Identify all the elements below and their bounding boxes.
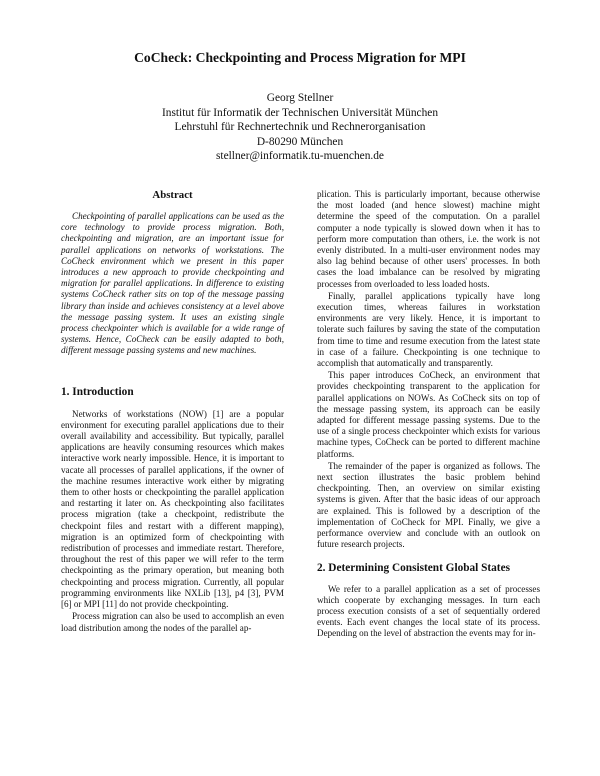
intro-paragraph-4: This paper introduces CoCheck, an environment that provides checkpointing transparent to the application for parallel applications on NOWs. As CoCheck sits on top of the message passing system, its approach can be easily adapted for different message passing systems. Due to the use of a single process checkpointer which exists for various machine types, CoCheck can be ported to different machine platforms. [317,370,540,459]
affiliation-institute: Institut für Informatik der Technischen Universität München [161,106,439,119]
abstract-heading: Abstract [152,189,193,201]
left-column [61,189,284,635]
affiliation-address: D-80290 München [256,135,344,148]
intro-paragraph-5: The remainder of the paper is organized as follows. The next section illustrates the basic problem behind checkpointing. Then, an overview on similar existing systems is given. After that the basic ideas of our approach are explained. This is followed by a description of the implementation of CoCheck for MPI. Finally, we give a performance overview and conclude with an outlook on future research projects. [317,460,540,550]
intro-paragraph-1: Networks of workstations (NOW) [1] are a popular environment for executing parallel applications due to their overall availability and accessibility. But typically, parallel applications are heavily consuming resources which makes interactive work nearly impossible. Hence, it is important to vacate all processes of parallel applications, if the owner of the machine resumes interactive work either by migrating them to other hosts or checkpointing the parallel application and restarting it later on. As checkpointing also facilitates process migration (take a checkpoint, redistribute the checkpoint files and restart with a different mapping), migration is an optimized form of checkpointing with redistribution of processes and immediate restart. Therefore, throughout the rest of this paper we will refer to the term checkpointing as the primary operation, but meaning both checkpointing and process migration. Currently, all popular programming environments like NXLib [13], p4 [3], PVM [6] or MPI [11] do not provide checkpointing. [61,408,284,610]
abstract-text: Checkpointing of parallel applications can be used as the core technology to provide process migration. Both, checkpointing and migration, are an important issue for parallel applications on networks of workstations. The CoCheck environment which we present in this paper introduces a new approach to provide checkpointing and migration for parallel applications. In difference to existing systems CoCheck rather sits on top of the message passing library than inside and achieves consistency at a level above the message passing system. It uses an existing single process checkpointer which is available for a wide range of systems. Hence, CoCheck can be easily adapted to both, different message passing systems and new machines. [61,211,284,356]
section2-heading: 2. Determining Consistent Global States [317,561,510,574]
author-block [0,91,600,164]
author-email: stellner@informatik.tu-muenchen.de [215,150,384,163]
intro-paragraph-2: Process migration can also be used to accomplish an even load distribution among the nodes of the parallel ap- [61,611,284,633]
introduction-heading: 1. Introduction [61,385,134,398]
intro-paragraph-3: Finally, parallel applications typically have long execution times, whereas failures in workstation environments are very likely. Hence, it is important to tolerate such failures by saving the state of the computation from time to time and resume execution from the latest state in case of a failure. Checkpointing is one technique to accomplish that automatically and transparently. [317,290,540,369]
affiliation-chair: Lehrstuhl für Rechnertechnik und Rechnerorganisation [174,121,426,134]
author-name: Georg Stellner [266,92,334,104]
paper-title: CoCheck: Checkpointing and Process Migration for MPI [134,50,466,65]
section2-paragraph-1: We refer to a parallel application as a set of processes which cooperate by exchanging messages. In turn each process execution consists of a set of sequentially ordered events. Each event changes the local state of its process. Depending on the level of abstraction the events may for in- [317,583,540,639]
right-column [317,189,540,641]
intro-paragraph-2-continued: plication. This is particularly important, because otherwise the most loaded (and hence slowest) machine might determine the speed of the computation. On a parallel computer a node typically is slowed down when it has to perform more computation than others, i.e. the work is not evenly distributed. In a multi-user environment nodes may also lag behind because of other users' processes. In both cases the load imbalance can be resolved by migrating processes from overloaded to less loaded hosts. [317,189,540,289]
